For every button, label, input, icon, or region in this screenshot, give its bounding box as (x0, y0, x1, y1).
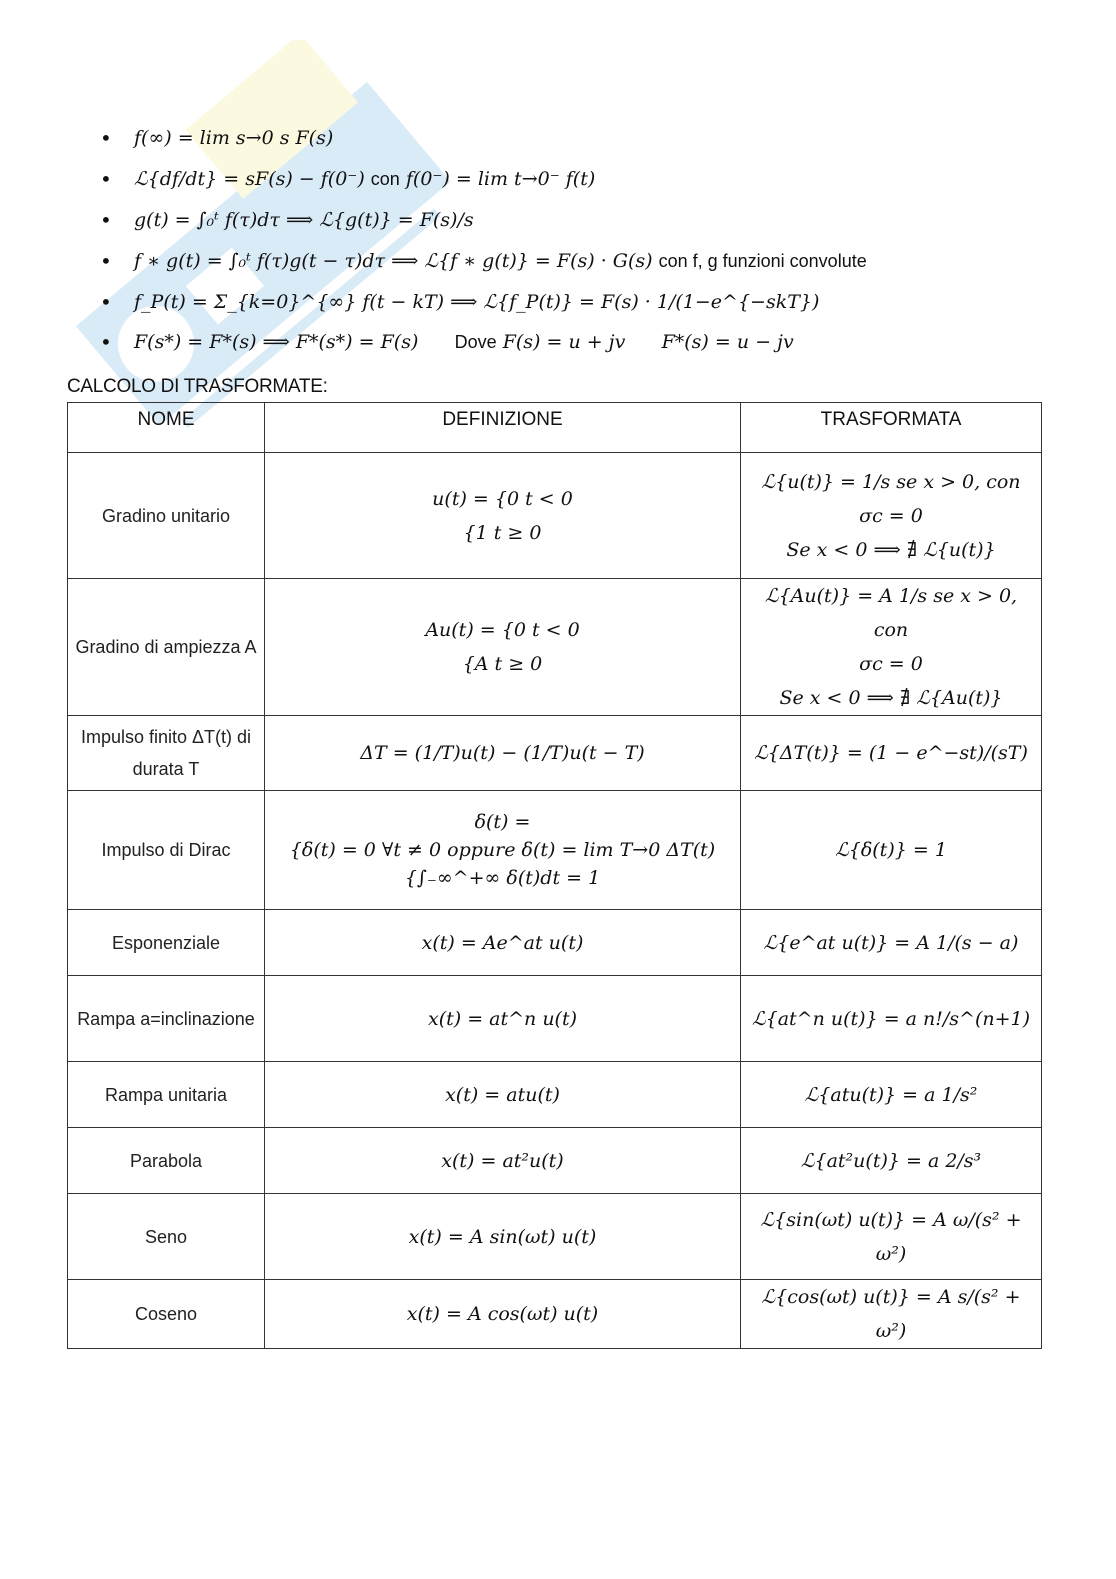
section-title: CALCOLO DI TRASFORMATE: (67, 376, 328, 397)
row-name: Seno (68, 1194, 265, 1280)
property-conjugate: • F(s*) = F*(s) ⟹ F*(s*) = F(s) Dove F(s) = u + jv F*(s) = u − jv (96, 323, 1056, 362)
property-integral: • g(t) = ∫₀ᵗ f(τ)dτ ⟹ ℒ{g(t)} = F(s)/s (96, 200, 1056, 241)
row-definition: u(t) = {0 t < 0 {1 t ≥ 0 (265, 453, 741, 579)
table-row (68, 1280, 1042, 1349)
row-transform: ℒ{sin(ωt) u(t)} = A ω/(s² + ω²) (741, 1194, 1042, 1280)
row-name: Parabola (68, 1128, 265, 1194)
row-name: Impulso finito ΔT(t) di durata T (68, 716, 265, 791)
row-name: Coseno (68, 1280, 265, 1349)
row-definition: x(t) = A cos(ωt) u(t) (265, 1280, 741, 1349)
table-row (68, 579, 1042, 716)
table-row (68, 976, 1042, 1062)
row-transform: ℒ{Au(t)} = A 1/s se x > 0, con σc = 0 Se x < 0 ⟹ ∄ ℒ{Au(t)} (741, 579, 1042, 716)
header-name: NOME (68, 403, 265, 453)
table-row (68, 1062, 1042, 1128)
row-transform: ℒ{at^n u(t)} = a n!/s^(n+1) (741, 976, 1042, 1062)
table-row (68, 716, 1042, 791)
property-derivative: • ℒ{df/dt} = sF(s) − f(0⁻) con f(0⁻) = lim t→0⁻ f(t) (96, 159, 1056, 200)
row-name: Esponenziale (68, 910, 265, 976)
row-transform: ℒ{u(t)} = 1/s se x > 0, con σc = 0 Se x < 0 ⟹ ∄ ℒ{u(t)} (741, 453, 1042, 579)
row-transform: ℒ{δ(t)} = 1 (741, 791, 1042, 910)
property-periodic: • f_P(t) = Σ_{k=0}^{∞} f(t − kT) ⟹ ℒ{f_P(t)} = F(s) · 1/(1−e^{−skT}) (96, 282, 1056, 323)
row-transform: ℒ{ΔT(t)} = (1 − e^−st)/(sT) (741, 716, 1042, 791)
row-definition: x(t) = atu(t) (265, 1062, 741, 1128)
table-row (68, 1194, 1042, 1280)
table-row (68, 910, 1042, 976)
table-row (68, 453, 1042, 579)
row-definition: δ(t) = {δ(t) = 0 ∀t ≠ 0 oppure δ(t) = lim T→0 ΔT(t) {∫₋∞^+∞ δ(t)dt = 1 (265, 791, 741, 910)
table-header-row (68, 403, 1042, 453)
header-definition: DEFINIZIONE (265, 403, 741, 453)
property-final-value: • f(∞) = lim s→0 s F(s) (96, 118, 1056, 159)
row-definition: x(t) = at^n u(t) (265, 976, 741, 1062)
row-definition: x(t) = A sin(ωt) u(t) (265, 1194, 741, 1280)
row-transform: ℒ{cos(ωt) u(t)} = A s/(s² + ω²) (741, 1280, 1042, 1349)
row-name: Impulso di Dirac (68, 791, 265, 910)
row-name: Gradino di ampiezza A (68, 579, 265, 716)
row-definition: Au(t) = {0 t < 0 {A t ≥ 0 (265, 579, 741, 716)
table-row (68, 791, 1042, 910)
row-definition: x(t) = Ae^at u(t) (265, 910, 741, 976)
transforms-table (67, 402, 1042, 1349)
row-name: Gradino unitario (68, 453, 265, 579)
row-name: Rampa unitaria (68, 1062, 265, 1128)
property-convolution: • f ∗ g(t) = ∫₀ᵗ f(τ)g(t − τ)dτ ⟹ ℒ{f ∗ g(t)} = F(s) · G(s) con f, g funzioni convolute (96, 241, 1056, 282)
header-transform: TRASFORMATA (741, 403, 1042, 453)
row-transform: ℒ{at²u(t)} = a 2/s³ (741, 1128, 1042, 1194)
properties-list (96, 118, 1056, 362)
row-name: Rampa a=inclinazione (68, 976, 265, 1062)
row-transform: ℒ{atu(t)} = a 1/s² (741, 1062, 1042, 1128)
row-transform: ℒ{e^at u(t)} = A 1/(s − a) (741, 910, 1042, 976)
row-definition: x(t) = at²u(t) (265, 1128, 741, 1194)
row-definition: ΔT = (1/T)u(t) − (1/T)u(t − T) (265, 716, 741, 791)
table-row (68, 1128, 1042, 1194)
